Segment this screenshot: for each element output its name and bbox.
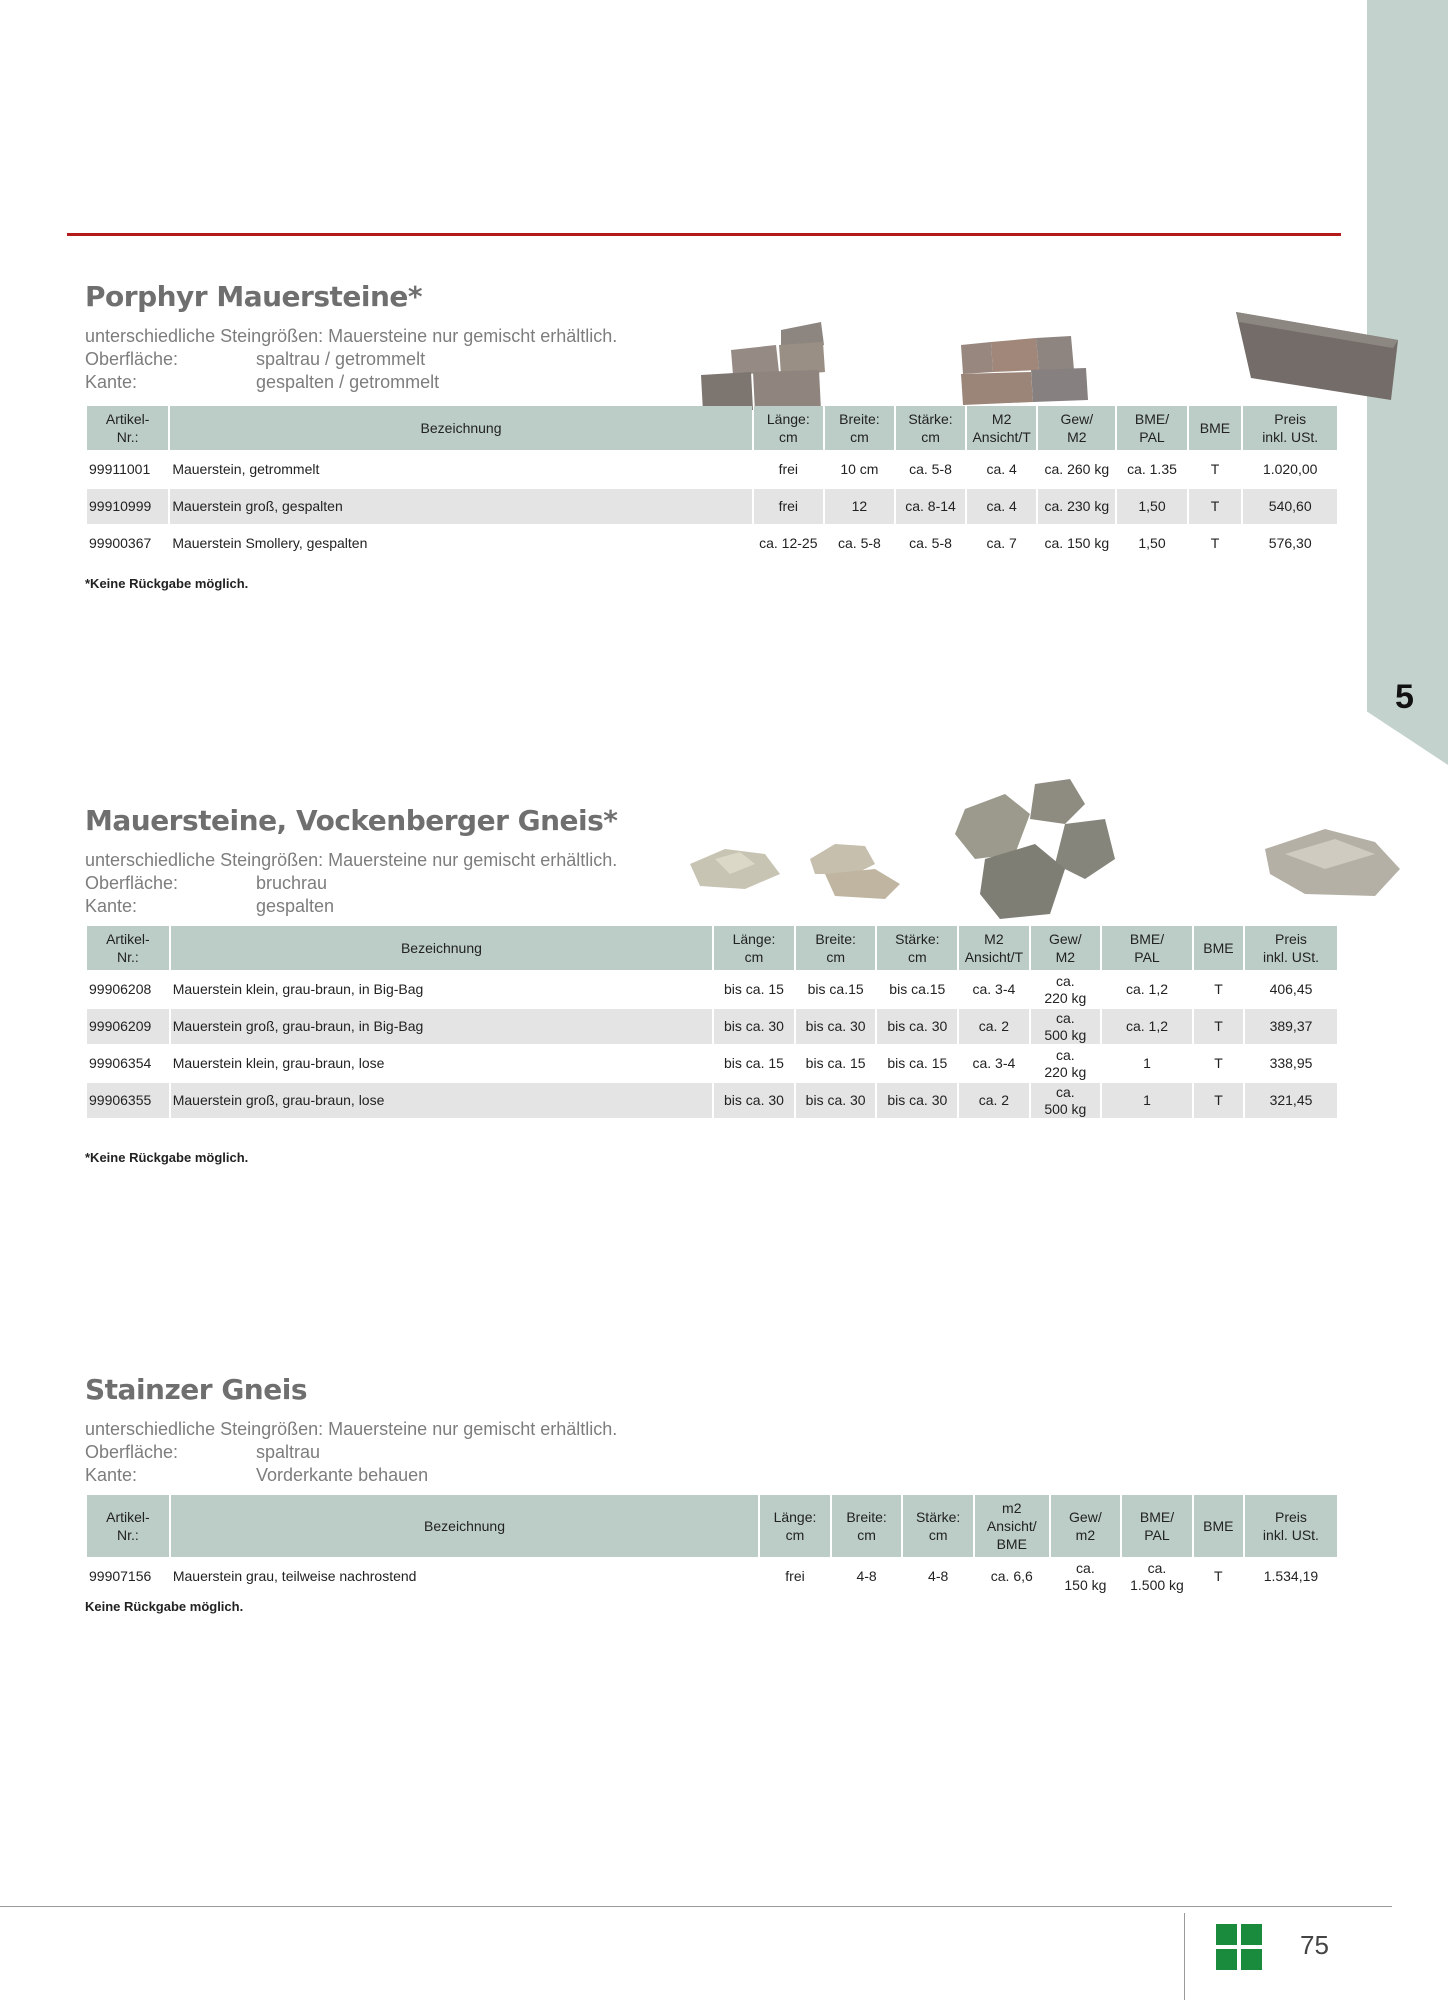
cell-laenge: bis ca. 30 xyxy=(714,1083,794,1118)
cell-gewicht: ca. 500 kg xyxy=(1031,1083,1100,1118)
table-body xyxy=(87,452,1337,561)
header-bezeichnung: Bezeichnung xyxy=(171,1495,758,1557)
table-body xyxy=(87,1559,1337,1594)
cell-bezeichnung: Mauerstein groß, grau-braun, in Big-Bag xyxy=(171,1009,712,1044)
header-staerke: Stärke: cm xyxy=(877,926,957,970)
cell-bme-pal: 1 xyxy=(1102,1083,1192,1118)
header-laenge: Länge: cm xyxy=(754,406,823,450)
cell-artikel-nr: 99907156 xyxy=(89,1568,152,1584)
cell-preis: 1.534,19 xyxy=(1263,1568,1319,1584)
bottom-divider xyxy=(0,1906,1392,1907)
cell-staerke: bis ca.15 xyxy=(889,981,946,997)
product-images xyxy=(685,774,1407,924)
cell-m2-ansicht: ca. 6,6 xyxy=(990,1568,1033,1584)
table-body xyxy=(87,972,1337,1118)
cell-bme-pal: 1 xyxy=(1143,1055,1151,1071)
section-title: Porphyr Mauersteine* xyxy=(85,280,423,313)
bottom-vertical-divider xyxy=(1184,1913,1185,2000)
cell-breite: ca. 5-8 xyxy=(838,535,881,551)
header-staerke: Stärke: cm xyxy=(903,1495,973,1557)
edge-row: Kante: gespalten xyxy=(85,896,335,916)
cell-preis: 1.020,00 xyxy=(1262,461,1318,477)
table-header-row xyxy=(87,926,1337,970)
stone-stack-image-1 xyxy=(701,322,825,410)
cell-bme-pal: ca. 1,2 xyxy=(1102,1009,1192,1044)
cell-bme: T xyxy=(1210,461,1220,477)
header-breite: Breite: cm xyxy=(825,406,894,450)
cell-m2-ansicht: ca. 4 xyxy=(986,461,1017,477)
cell-bme: T xyxy=(1210,535,1220,551)
cell-laenge: bis ca. 15 xyxy=(724,1055,784,1071)
page-number: 75 xyxy=(1300,1930,1329,1960)
table-row xyxy=(87,972,1337,1007)
cell-laenge: ca. 12-25 xyxy=(759,535,818,551)
cell-artikel-nr: 99906209 xyxy=(87,1009,169,1044)
header-staerke: Stärke: cm xyxy=(896,406,965,450)
header-bme-pal: BME/ PAL xyxy=(1102,926,1192,970)
flat-stone-image xyxy=(1265,829,1400,896)
small-stones-image xyxy=(690,844,900,899)
cell-bezeichnung: Mauerstein klein, grau-braun, lose xyxy=(172,1055,385,1071)
table-row xyxy=(87,526,1337,561)
header-breite: Breite: cm xyxy=(796,926,876,970)
cell-staerke: ca. 5-8 xyxy=(909,461,952,477)
cell-artikel-nr: 99910999 xyxy=(87,489,168,524)
table-row xyxy=(87,1046,1337,1081)
cell-breite: bis ca.15 xyxy=(807,981,864,997)
product-table xyxy=(85,404,1339,563)
cell-m2-ansicht: ca. 2 xyxy=(959,1009,1028,1044)
header-artikel-nr: Artikel- Nr.: xyxy=(87,1495,169,1557)
cell-staerke: bis ca. 15 xyxy=(887,1055,948,1071)
header-laenge: Länge: cm xyxy=(760,1495,830,1557)
cell-bme: T xyxy=(1214,1055,1223,1071)
header-bme: BME xyxy=(1194,926,1243,970)
cell-artikel-nr: 99911001 xyxy=(89,461,151,477)
cell-laenge: frei xyxy=(754,489,823,524)
header-gewicht: Gew/ M2 xyxy=(1038,406,1115,450)
cell-bme-pal: 1,50 xyxy=(1117,489,1186,524)
cell-artikel-nr: 99906208 xyxy=(89,981,152,997)
header-bme: BME xyxy=(1194,1495,1243,1557)
header-breite: Breite: cm xyxy=(832,1495,902,1557)
cell-bezeichnung: Mauerstein grau, teilweise nachrostend xyxy=(172,1568,417,1584)
cell-bezeichnung: Mauerstein klein, grau-braun, in Big-Bag xyxy=(172,981,424,997)
cell-m2-ansicht: ca. 3-4 xyxy=(972,981,1016,997)
cell-bezeichnung: Mauerstein groß, gespalten xyxy=(170,489,751,524)
table-row xyxy=(87,1083,1337,1118)
cell-gewicht: ca. 220 kg xyxy=(1044,972,1087,1006)
table-row xyxy=(87,1559,1337,1594)
table-header-row xyxy=(87,1495,1337,1557)
cell-gewicht: ca. 260 kg xyxy=(1044,461,1110,477)
cell-artikel-nr: 99900367 xyxy=(89,535,152,551)
cell-bme: T xyxy=(1194,1009,1243,1044)
cell-bme: T xyxy=(1189,489,1242,524)
header-artikel-nr: Artikel- Nr.: xyxy=(87,926,169,970)
table-row xyxy=(87,489,1337,524)
cell-breite: bis ca. 15 xyxy=(805,1055,866,1071)
cell-preis: 321,45 xyxy=(1245,1083,1337,1118)
cell-gewicht: ca. 150 kg xyxy=(1064,1559,1107,1593)
edge-row: Kante: gespalten / getrommelt xyxy=(85,372,440,392)
cell-staerke: ca. 5-8 xyxy=(909,535,952,551)
cell-gewicht: ca. 500 kg xyxy=(1031,1009,1100,1044)
product-table xyxy=(85,1493,1339,1596)
section-title: Stainzer Gneis xyxy=(85,1373,307,1406)
product-images xyxy=(691,300,1407,410)
cell-m2-ansicht: ca. 2 xyxy=(959,1083,1028,1118)
header-m2-ansicht: M2 Ansicht/T xyxy=(967,406,1036,450)
header-bme-pal: BME/ PAL xyxy=(1117,406,1186,450)
header-preis: Preis inkl. USt. xyxy=(1243,406,1337,450)
chapter-number: 5 xyxy=(1395,678,1414,716)
section-porphyr xyxy=(85,280,1335,591)
surface-row: Oberfläche: bruchrau xyxy=(85,873,328,893)
stone-block-image xyxy=(1236,312,1398,400)
section-description: unterschiedliche Steingrößen: Mauersteine nur gemischt erhältlich. xyxy=(85,850,618,870)
table-row xyxy=(87,1009,1337,1044)
cell-preis: 540,60 xyxy=(1243,489,1337,524)
table-note: Keine Rückgabe möglich. xyxy=(85,1599,244,1614)
cell-breite: bis ca. 30 xyxy=(796,1009,876,1044)
cell-breite: 10 cm xyxy=(840,461,879,477)
table-row xyxy=(87,452,1337,487)
large-stones-image xyxy=(955,779,1115,919)
cell-bezeichnung: Mauerstein groß, grau-braun, lose xyxy=(171,1083,712,1118)
product-table xyxy=(85,924,1339,1120)
cell-laenge: frei xyxy=(778,461,799,477)
cell-staerke: bis ca. 30 xyxy=(877,1009,957,1044)
header-gewicht: Gew/ M2 xyxy=(1031,926,1100,970)
surface-row: Oberfläche: spaltrau xyxy=(85,1442,321,1462)
cell-staerke: 4-8 xyxy=(928,1568,949,1584)
header-artikel-nr: Artikel- Nr.: xyxy=(87,406,168,450)
cell-bme-pal: 1,50 xyxy=(1138,535,1166,551)
cell-breite: 4-8 xyxy=(856,1568,877,1584)
cell-staerke: ca. 8-14 xyxy=(896,489,965,524)
cell-bme: T xyxy=(1194,1083,1243,1118)
header-laenge: Länge: cm xyxy=(714,926,794,970)
cell-bme-pal: ca. 1.500 kg xyxy=(1130,1559,1184,1593)
surface-row: Oberfläche: spaltrau / getrommelt xyxy=(85,349,426,369)
cell-breite: 12 xyxy=(825,489,894,524)
cell-preis: 576,30 xyxy=(1268,535,1312,551)
top-divider xyxy=(67,233,1341,236)
cell-laenge: bis ca. 15 xyxy=(724,981,784,997)
section-stainzer xyxy=(85,1373,1335,1614)
brand-logo-icon xyxy=(1216,1924,1262,1970)
cell-laenge: frei xyxy=(785,1568,805,1584)
header-m2-ansicht: m2 Ansicht/ BME xyxy=(975,1495,1049,1557)
cell-bme: T xyxy=(1214,1568,1223,1584)
header-preis: Preis inkl. USt. xyxy=(1245,926,1337,970)
cell-artikel-nr: 99906355 xyxy=(87,1083,169,1118)
cell-laenge: bis ca. 30 xyxy=(714,1009,794,1044)
table-note: *Keine Rückgabe möglich. xyxy=(85,576,249,591)
section-description: unterschiedliche Steingrößen: Mauersteine nur gemischt erhältlich. xyxy=(85,326,618,346)
cell-bme: T xyxy=(1214,981,1223,997)
header-bezeichnung: Bezeichnung xyxy=(171,926,712,970)
section-title: Mauersteine, Vockenberger Gneis* xyxy=(85,804,618,837)
cell-gewicht: ca. 150 kg xyxy=(1044,535,1110,551)
header-preis: Preis inkl. USt. xyxy=(1245,1495,1337,1557)
cell-gewicht: ca. 230 kg xyxy=(1038,489,1115,524)
cell-artikel-nr: 99906354 xyxy=(89,1055,152,1071)
cell-preis: 406,45 xyxy=(1269,981,1313,997)
table-header-row xyxy=(87,406,1337,450)
cell-bezeichnung: Mauerstein Smollery, gespalten xyxy=(172,535,368,551)
stone-stack-image-2 xyxy=(961,336,1088,405)
edge-row: Kante: Vorderkante behauen xyxy=(85,1465,429,1485)
cell-m2-ansicht: ca. 7 xyxy=(986,535,1017,551)
cell-bme-pal: ca. 1.35 xyxy=(1127,461,1177,477)
section-description: unterschiedliche Steingrößen: Mauersteine nur gemischt erhältlich. xyxy=(85,1419,618,1439)
cell-breite: bis ca. 30 xyxy=(796,1083,876,1118)
header-bme: BME xyxy=(1189,406,1242,450)
cell-m2-ansicht: ca. 4 xyxy=(967,489,1036,524)
header-m2-ansicht: M2 Ansicht/T xyxy=(959,926,1028,970)
cell-preis: 338,95 xyxy=(1269,1055,1313,1071)
cell-m2-ansicht: ca. 3-4 xyxy=(972,1055,1016,1071)
cell-staerke: bis ca. 30 xyxy=(877,1083,957,1118)
cell-bme-pal: ca. 1,2 xyxy=(1125,981,1169,997)
header-gewicht: Gew/ m2 xyxy=(1051,1495,1121,1557)
cell-gewicht: ca. 220 kg xyxy=(1044,1046,1087,1080)
header-bme-pal: BME/ PAL xyxy=(1122,1495,1192,1557)
cell-bezeichnung: Mauerstein, getrommelt xyxy=(172,461,320,477)
header-bezeichnung: Bezeichnung xyxy=(170,406,751,450)
table-note: *Keine Rückgabe möglich. xyxy=(85,1150,249,1165)
section-vockenberger xyxy=(85,804,1335,1165)
cell-preis: 389,37 xyxy=(1245,1009,1337,1044)
